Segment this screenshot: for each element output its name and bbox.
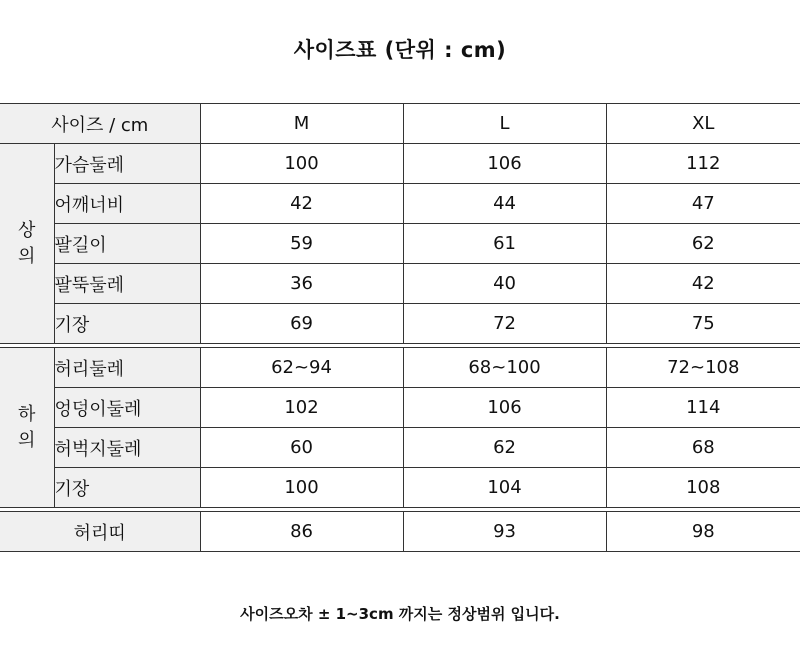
table-row: [0, 468, 800, 508]
table-row: [0, 144, 800, 184]
cell-value: 60: [200, 428, 403, 468]
cell-value: 59: [200, 224, 403, 264]
cell-value: 100: [200, 468, 403, 508]
cell-value: 68: [606, 428, 800, 468]
cell-value: 61: [403, 224, 606, 264]
cell-value: 98: [606, 512, 800, 552]
cell-value: 72: [403, 304, 606, 344]
cell-value: 106: [403, 388, 606, 428]
size-header-m: M: [200, 104, 403, 144]
cell-value: 93: [403, 512, 606, 552]
cell-value: 106: [403, 144, 606, 184]
belt-label: 허리띠: [0, 512, 200, 552]
table-row: [0, 304, 800, 344]
cell-value: 114: [606, 388, 800, 428]
page-title: 사이즈표 (단위 : cm): [293, 38, 507, 62]
cell-value: 40: [403, 264, 606, 304]
row-label: 허리둘레: [54, 348, 200, 388]
table-row: [0, 428, 800, 468]
row-label: 가슴둘레: [54, 144, 200, 184]
cell-value: 112: [606, 144, 800, 184]
row-label: 팔길이: [54, 224, 200, 264]
cell-value: 68~100: [403, 348, 606, 388]
row-label: 어깨너비: [54, 184, 200, 224]
table-row: [0, 348, 800, 388]
table-row: [0, 224, 800, 264]
cell-value: 75: [606, 304, 800, 344]
cell-value: 102: [200, 388, 403, 428]
group-label-top: 상 의: [0, 144, 54, 344]
cell-value: 86: [200, 512, 403, 552]
cell-value: 104: [403, 468, 606, 508]
row-label: 기장: [54, 304, 200, 344]
cell-value: 69: [200, 304, 403, 344]
size-header-l: L: [403, 104, 606, 144]
table-row: [0, 264, 800, 304]
cell-value: 100: [200, 144, 403, 184]
cell-value: 42: [200, 184, 403, 224]
table-header-row: [0, 104, 800, 144]
row-label: 엉덩이둘레: [54, 388, 200, 428]
cell-value: 62: [403, 428, 606, 468]
table-row: [0, 512, 800, 552]
size-table: [0, 103, 800, 552]
cell-value: 108: [606, 468, 800, 508]
cell-value: 42: [606, 264, 800, 304]
cell-value: 72~108: [606, 348, 800, 388]
cell-value: 36: [200, 264, 403, 304]
table-row: [0, 388, 800, 428]
row-label: 기장: [54, 468, 200, 508]
header-label: 사이즈 / cm: [0, 104, 200, 144]
group-label-bottom: 하 의: [0, 348, 54, 508]
table-row: [0, 184, 800, 224]
size-header-xl: XL: [606, 104, 800, 144]
row-label: 허벅지둘레: [54, 428, 200, 468]
cell-value: 62: [606, 224, 800, 264]
cell-value: 44: [403, 184, 606, 224]
size-tolerance-note: 사이즈오차 ± 1~3cm 까지는 정상범위 입니다.: [240, 605, 560, 623]
cell-value: 47: [606, 184, 800, 224]
row-label: 팔뚝둘레: [54, 264, 200, 304]
cell-value: 62~94: [200, 348, 403, 388]
